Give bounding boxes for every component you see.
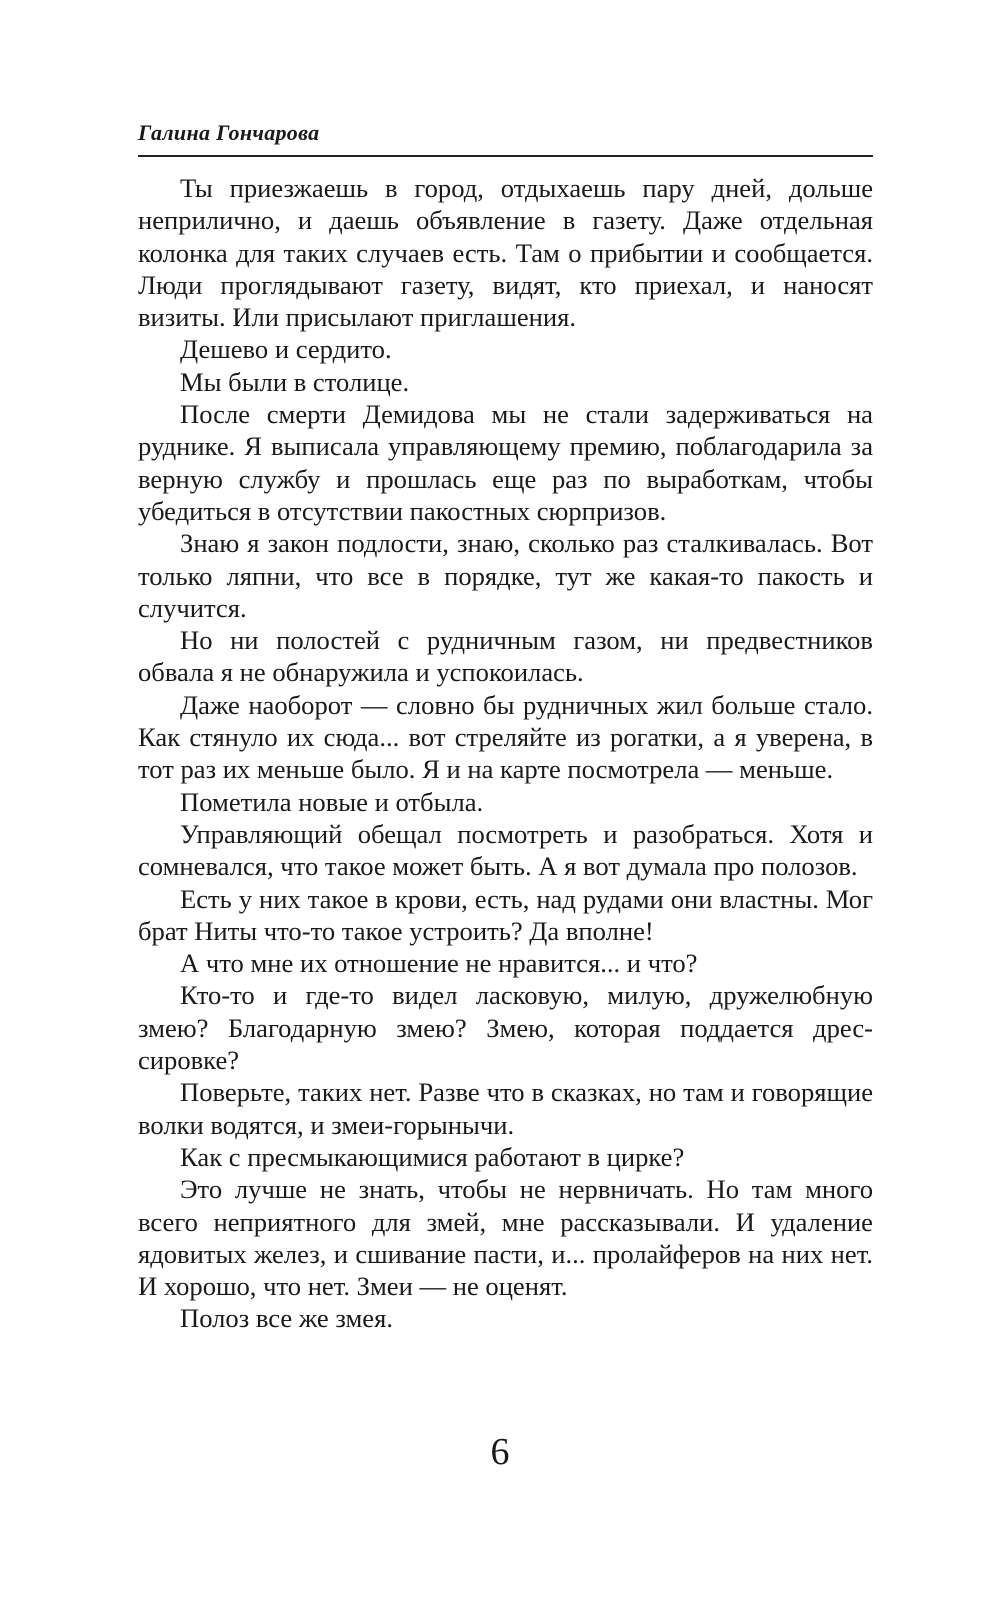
paragraph: После смерти Демидова мы не стали задерживаться на руднике. Я выписала управляющему премию, поблагодарила за верную службу и прошлась еще раз по выработкам, чтобы убедиться в отсутствии пакостных сюрпризов. bbox=[138, 399, 873, 526]
paragraph: Но ни полостей с рудничным газом, ни предвестников обвала я не обнаружила и успокоилась. bbox=[138, 625, 873, 688]
body-text bbox=[138, 172, 873, 1335]
paragraph: Мы были в столице. bbox=[180, 366, 410, 397]
paragraph: Ты приезжаешь в город, отдыхаешь пару дней, дольше неприлично, и даешь объявление в газету. Даже отдельная колонка для таких случаев есть. Там о прибытии и сообщается. Люди проглядывают газету, видят, кто приехал, и наносят визиты. Или присылают приглашения. bbox=[138, 173, 873, 333]
paragraph: Управляющий обещал посмотреть и разобраться. Хотя и сомневался, что такое может быть. А я вот думала про полозов. bbox=[138, 818, 873, 882]
paragraph: Поверьте, таких нет. Разве что в сказках, но там и говорящие волки водятся, и змеи-горынычи. bbox=[138, 1077, 873, 1140]
paragraph: Это лучше не знать, чтобы не нервничать. Но там много всего неприятного для змей, мне рассказывали. И удаление ядовитых желез, и сшивание пасти, и... пролайферов на них нет. И хорошо, что нет. Змеи — не оценят. bbox=[138, 1174, 873, 1302]
page-number: 6 bbox=[490, 1431, 510, 1473]
paragraph: А что мне их отношение не нравится... и что? bbox=[180, 948, 698, 979]
header-rule bbox=[138, 155, 873, 157]
running-header bbox=[138, 120, 873, 146]
paragraph: Даже наоборот — словно бы рудничных жил больше стало. Как стянуло их сюда... вот стреляйте из рогатки, а я уверена, в тот раз их меньше было. Я и на карте посмотрела — меньше. bbox=[138, 689, 873, 785]
paragraph: Есть у них такое в крови, есть, над рудами они властны. Мог брат Ниты что-то такое устроить? Да вполне! bbox=[138, 883, 873, 946]
paragraph: Кто-то и где-то видел ласковую, милую, дружелюбную змею? Благодарную змею? Змею, которая поддается дрессировке? bbox=[138, 980, 873, 1076]
author-name: Галина Гончарова bbox=[138, 120, 320, 145]
paragraph: Как с пресмыкающимися работают в цирке? bbox=[180, 1141, 685, 1172]
paragraph: Пометила новые и отбыла. bbox=[180, 786, 484, 817]
paragraph: Знаю я закон подлости, знаю, сколько раз сталкивалась. Вот только ляпни, что все в порядке, тут же какая-то пакость и случится. bbox=[138, 528, 873, 623]
paragraph: Полоз все же змея. bbox=[180, 1303, 393, 1334]
paragraph: Дешево и сердито. bbox=[180, 334, 392, 365]
